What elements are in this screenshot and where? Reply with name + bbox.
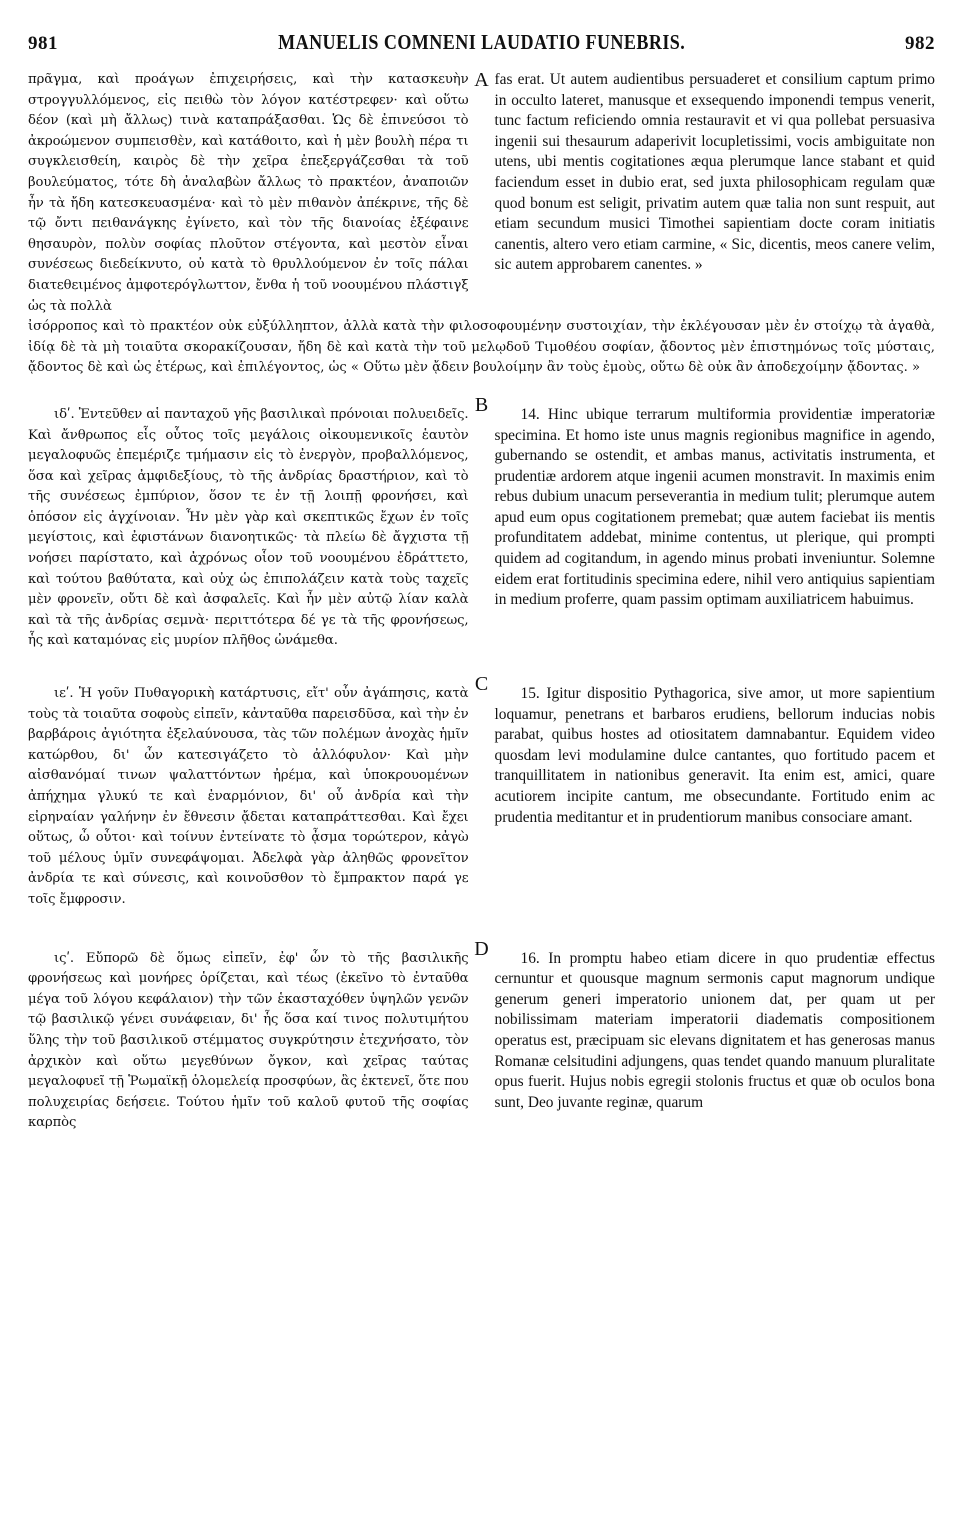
margin-marker-d: D xyxy=(474,937,489,960)
block-a xyxy=(28,70,935,317)
greek-section-16: ιςʹ. Εὔπορῶ δὲ ὅμως εἰπεῖν, ἐφ' ὧν τὸ τῆς βασιλικῆς φρονήσεως καὶ μονήρες ὁρίζεται, καὶ τέως (ἐκεῖνο τὸ ἐνταῦθα μέγα τοῦ λόγου κεφάλαιον) τὴν τῶν ἑκασταχόθεν ὑψηλῶν γενῶν τῷ βασιλικῷ γένει συνάφειαν, δι' ἧς ὅσα καί τινος πολυτιμήτου ὕλης τὴν τοῦ βασιλικοῦ στέμματος συγκρύτησιν ἐτεχνήσατο, τὸν ἀρχικὸν καὶ οὕτω μεγεθύνων ὄγκον, καὶ χεῖρας ταύτας μεγαλοφυεῖ τῇ Ῥωμαϊκῇ ὁλομελείᾳ προσφύων, ἃς ἐκτενεῖ, ὅτε που πολυχειρίας δεήσειε. Τούτου ἡμῖν τοῦ καλοῦ φυτοῦ τῆς σοφίας καρπὸς xyxy=(28,950,469,1131)
greek-column-a: πρᾶγμα, καὶ προάγων ἐπιχειρήσεις, καὶ τὴν κατασκευὴν στρογγυλλόμενος, εἰς πειθὼ τὸν λόγον κατέστρεφεν· καὶ οὕτω δέον (καὶ μὴ ἄλλως) τινὰ καταπράξασθαι. Ὡς δὲ ἐπινεύσοι τὸ ἀκροώμενον συμπεισθὲν, καὶ κατάθοιτο, καὶ ἡ μὲν βουλὴ πέρα τι συγκλεισθείη, καιρὸς δὲ τὴν χεῖρα ἐπεξεργάζεσθαι τὰ τοῦ βουλεύματος, τότε δὴ ἀναλαβὼν ἄλλως τὸ πρακτέον, ἀναποιῶν ἦν τὰ ἤδη κατεσκευασμένα· καὶ τὸ μὲν πιθανὸν ἀπέκρινε, τῆς δὲ τῷ ὄντι πειθανάγκης ἐγίνετο, καὶ τὸν τῆς διανοίας ἐξέφαινε θησαυρὸν, πολὺν σοφίας πλοῦτον στέγοντα, καὶ μεστὸν εἶναι συνέσεως διεδείκνυτο, οὐ κατὰ τὸ θρυλλούμενον ἐν τοῖς πάλαι διατεθειμένος ἀμφοτερόγλωττον, ἔνθα ἡ τοῦ νοουμένου πλάστιγξ ὡς τὰ πολλὰ xyxy=(28,72,469,314)
running-title: MANUELIS COMNENI LAUDATIO FUNEBRIS. xyxy=(277,30,686,54)
greek-section-14: ιδʹ. Ἐντεῦθεν αἱ πανταχοῦ γῆς βασιλικαὶ πρόνοιαι πολυειδεῖς. Καὶ ἄνθρωπος εἷς οὗτος τοῖς μεγάλοις οἰκουμενικοῖς ἑαυτὸν μεγαλοφυῶς ἐπεμέριζε τμήμασιν εἰς τὸ ἐνεργὸν, προβαλλόμενος, ὅσα καὶ χεῖρας ἀμφιδεξίους, τὸ τῆς ἀνδρίας δραστήριον, καὶ τὸ τῆς συνέσεως ἐμπύριον, ὅσον τε ἐν τῇ λοιπῇ φρονήσει, καὶ ὁπόσον εἰς ἀγχίνοιαν. Ἦν μὲν γὰρ καὶ σκεπτικῶς ἔχων ἐν τοῖς μεγίστοις, καὶ ἐφιστάνων διανοητικῶς· τὰ πλείω δὲ ἄγχιστα τῇ νοήσει παρίστατο, καὶ ἀχρόνως οἷον τοῦ νοουμένου ἐδράττετο, καὶ τούτου βαθύτατα, καὶ οὐχ ὡς ἐπιπολάζειν κατὰ τοὺς ταχεῖς μὲν φρονεῖν, οὔτι δὲ καὶ ἀσφαλεῖς. Καὶ ἦν μὲν αὐτῷ λίαν καλὰ καὶ τὰ τῆς ἀνδρίας σεμνὰ· περιττότερα δέ γε τὰ τῆς φρονήσεως, ἧς καὶ καταμόνας εἰς μυρίον πλῆθος ὠνάμεθα. xyxy=(28,406,469,649)
margin-marker-b: B xyxy=(474,393,489,416)
block-b xyxy=(28,395,935,652)
latin-section-16: 16. In promptu habeo etiam dicere in quo prudentiæ effectus cernuntur et quousque magnum sermonis caput magnorum undique generum generi imperatorio unionem dat, per quam ut per nobilissimam materiam imperatorii diadematis compositionem operatus est, præcipuam sic elevans dignitatem et has generosas manus Romanæ celsitudini adjungens, quas tendet quando manuum pluralitate opus fuerit. Hujus nobis egregii stolonis fructus et quæ ob oculos bona sunt, Deo juvante reginæ, quarum xyxy=(494,949,935,1111)
block-c xyxy=(28,674,935,911)
page-number-right: 982 xyxy=(904,33,935,54)
margin-marker-a: A xyxy=(474,69,489,91)
greek-section-15: ιεʹ. Ἡ γοῦν Πυθαγορικὴ κατάρτυσις, εἴτ' οὖν ἀγάπησις, κατὰ τοὺς τὰ τοιαῦτα σοφοὺς εἰπεῖν, κἀνταῦθα παρεισδῦσα, καὶ τὴν ἐν βαρβάροις ἀγιότητα ἐξελαύνουσα, τὰς τῶν πολέμων ἀνοχὰς ἡμῖν κατώρθου, δι' ὧν κατεσιγάζετο τὸ ἀλλόφυλον· Καὶ μὴν αἰσθανόμαί τινων ψαλαττόντων ἠρέμα, καὶ ὑποκρουομένων ἀπήχημα γλυκύ τε καὶ ἐναρμόνιον, δι' οὗ ἀνδρία καὶ τὴν εἰρηναίαν γαλήνην ἐν ἔθνεσιν ᾄδεται καταπράττεσθαι. Καὶ ἔχει οὕτως, ὦ οὗτοι· καὶ τοίνυν ἐντείνατε τὸ ᾆσμα τορώτερον, κἀγὼ τοῦ μέλους ὑμῖν συνεφάψομαι. Ἀδελφὰ γὰρ ἀληθῶς φρονεῖτον ἀνδρία τε καὶ σύνεσις, καὶ κοινοῦσθον τὸ ἔμπρακτον παρά γε τοῖς ἔμφροσιν. xyxy=(28,686,469,907)
greek-fullwidth-a: ἰσόρροπος καὶ τὸ πρακτέον οὐκ εὐξύλληπτον, ἀλλὰ κατὰ τὴν φιλοσοφουμένην συστοιχίαν, τὴν ἐκλέγουσαν μὲν ἐν στοίχῳ τὰ ἀγαθὰ, ἰδίᾳ δὲ τὰ μὴ τοιαῦτα σκορακίζουσαν, ἤδη δὲ καὶ κατὰ τὴν τοῦ μελῳδοῦ Τιμοθέου σοφίαν, ᾄδοντος μὲν ἐπιστημόνως τοῖς μύσταις, ᾄδοντος δὲ καὶ ὡς ἑτέρως, καὶ ἐπιλέγοντος, ὡς « Οὕτω μὲν ᾄδειν βουλοίμην ἂν τοὺς ἐμοὺς, οὕτω δὲ οὐκ ἂν ἀποδεχοίμην ᾄδοντας. » xyxy=(28,319,935,376)
block-d xyxy=(28,939,935,1134)
latin-section-14: 14. Hinc ubique terrarum multiformia providentiæ imperatoriæ specimina. Et homo iste unus magnis regionibus magnifice in agendo, gubernando se ostendit, et ambas manus, activitatis instrumenta, et prudentiæ ardorem atque ingenii acumen monstravit. In maximis enim rebus dubium unacum perseverantia in medium tulit; plerumque autem apud eum opus cogitationem premebat; quæ autem faciebat iis mentis profunditatem addebat, minime contentus, ut plerique, qui prompti quidem ad cogitandum, in agendo minus probati inveniuntur. Solemne eidem erat fortitudinis specimina edere, nihil vero antiquius sapientiam in medium proferre, quam passim optimam auxiliatricem habuimus. xyxy=(494,405,935,609)
latin-section-15: 15. Igitur dispositio Pythagorica, sive amor, ut more sapientium loquamur, penetrans et barbaros erudiens, bellorum inducias nobis parabat, quibus hostes ad otiositatem damnabantur. Equidem video quosdam levi modulamine dulce cantantes, quo fortitudo pacem et tranquillitatem in nationibus generavit. Ita enim est, amici, quare acutiorem incipite cantum, me obsecundante. Fortitudo enim ac prudentia meditantur et in prudentiorum manibus consociare amant. xyxy=(494,685,935,826)
margin-marker-c: C xyxy=(474,673,489,696)
running-header xyxy=(28,30,935,62)
latin-column-a: fas erat. Ut autem audientibus persuaderet et consilium captum primo in occulto lateret, manusque et exsequendo imponendi tempus venerit, tunc factum reficiendo omnia restauravit et vi qua pollebat persuasiva ingenii sui thesaurum adaperivit locupletissimi, vocis ambiguitate non utens, ubi mentis cogitationes æqua plerumque lance stabant et quid faciendum esset in dubio erat, sed juxta philosophicam regulam quæ quod bonum est seligit, privatim autem quæ talia non sunt respuit, aut etiam secundum musici Timothei sapientiam docte coram initiatis canentis, altero vero etiam carmine, « Sic, dicentis, meos canere velim, sic autem approbarem canentes. » xyxy=(494,71,935,274)
page-number-left: 981 xyxy=(28,33,58,54)
